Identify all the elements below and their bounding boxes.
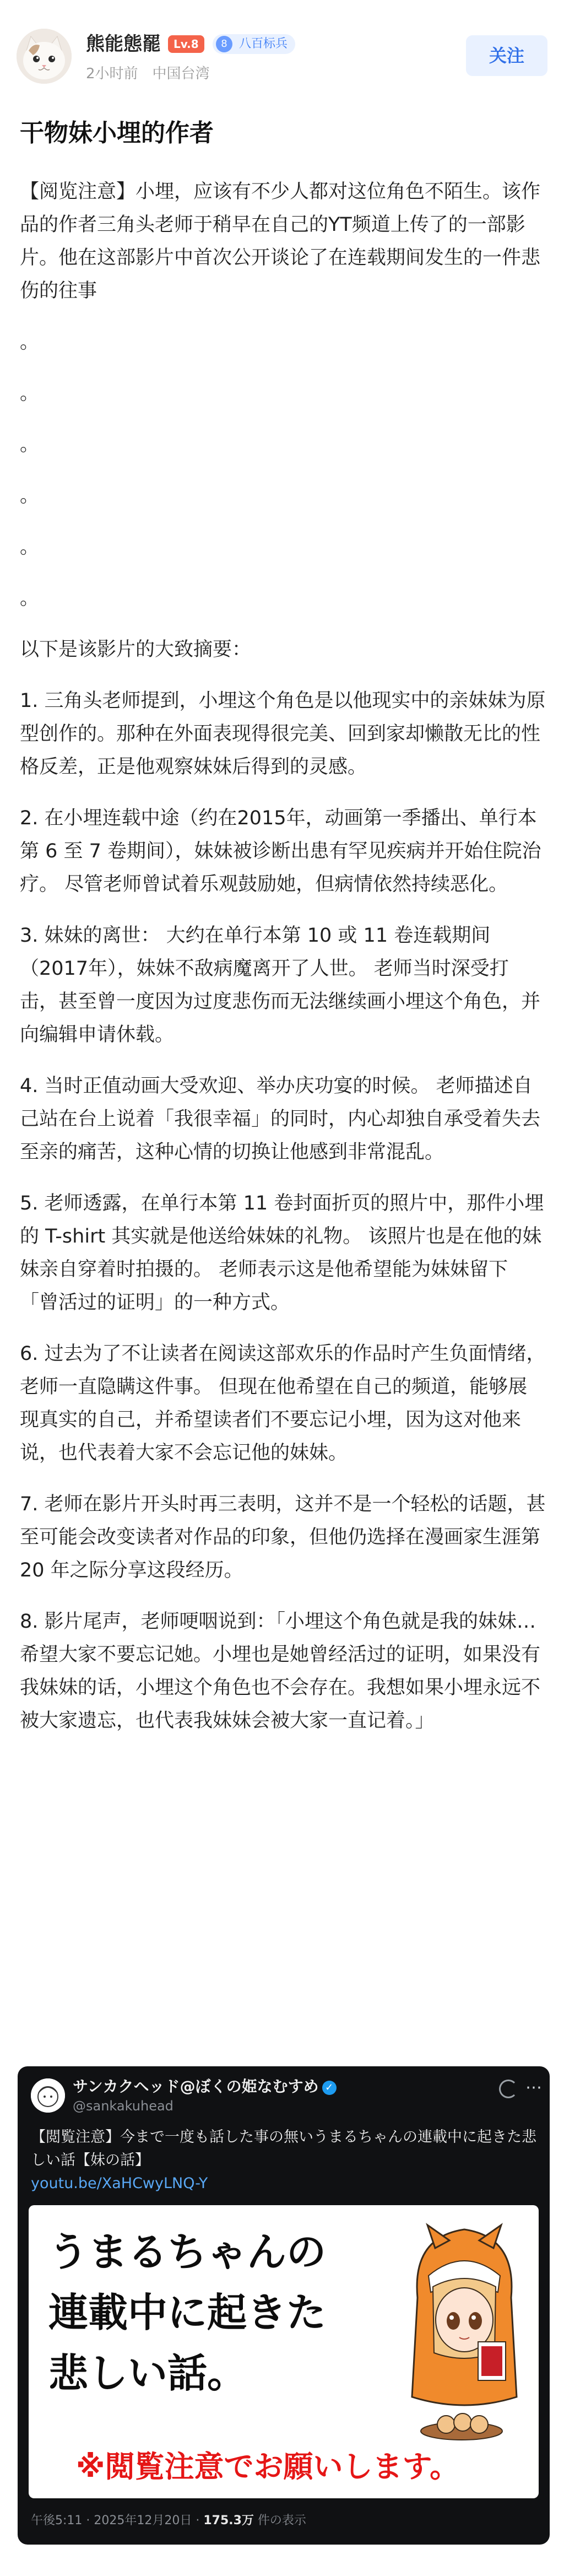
tweet-timestamp: 午後5:11 · 2025年12月20日 · [31,2514,204,2528]
paragraph-point-8: 8. 影片尾声，老师哽咽说到：「小埋这个角色就是我的妹妹…希望大家不要忘记她。小埋也是她曾经活过的证明，如果没有我妹妹的话，小埋这个角色也不会存在。我想如果小埋永远不被大家遗忘，也代表我妹妹会被大家一直记着。」 [20,1611,541,1732]
tweet-link[interactable]: youtu.be/XaHCwyLNQ-Y [31,2175,208,2192]
paragraph-summary-heading: 以下是该影片的大致摘要： [20,639,252,661]
paragraph-point-6: 6. 过去为了不让读者在阅读这部欢乐的作品时产生负面情绪，老师一直隐瞒这件事。 但现在他希望在自己的频道，能够展现真实的自己，并希望读者们不要忘记小埋，因为这对他来说，也代表着大家不会忘记他的妹妹。 [20,1343,546,1464]
refresh-icon[interactable] [499,2080,518,2098]
paragraph-dot: 。 [20,536,40,558]
thumbnail-line-3: 悲しい話。 [48,2350,247,2396]
post-body [20,175,546,1756]
umaru-character-icon [401,2215,528,2447]
level-badge: Lv.8 [168,35,204,53]
paragraph-point-1: 1. 三角头老师提到，小埋这个角色是以他现实中的亲妹妹为原型创作的。那种在外面表现得很完美、回到家却懒散无比的性格反差，正是他观察妹妹后得到的灵感。 [20,690,546,778]
paragraph-intro: 【阅览注意】小埋，应该有不少人都对这位角色不陌生。该作品的作者三角头老师于稍早在自己的YT频道上传了的一部影片。他在这部影片中首次公开谈论了在连载期间发生的一件悲伤的往事 [20,181,541,302]
paragraph-dot: 。 [20,587,40,609]
tweet-view-suffix: 件の表示 [253,2514,306,2528]
tweet-avatar[interactable] [31,2078,65,2113]
medal-badge[interactable] [213,34,295,54]
thumbnail-line-2: 連載中に起きた [48,2289,327,2336]
paragraph-point-3: 3. 妹妹的离世： 大约在单行本第 10 或 11 卷连载期间（2017年），妹妹不敌病魔离开了人世。 老师当时深受打击，甚至曾一度因为过度悲伤而无法继续画小埋这个角色，并向编辑申请休载。 [20,925,541,1046]
thumbnail-line-1: うまるちゃんの [48,2229,327,2275]
post-title: 干物妹小埋的作者 [20,119,214,147]
embedded-tweet-card[interactable] [18,2066,550,2545]
medal-icon: 8 [216,36,232,52]
post-location: 中国台湾 [152,66,210,82]
sketch-face-icon [31,2078,65,2113]
tweet-text: 【閲覧注意】今まで一度も話した事の無いうまるちゃんの連載中に起きた悲しい話【妹の話】 [31,2129,536,2169]
tweet-handle[interactable]: @sankakuhead [73,2098,173,2114]
tweet-author-label: サンカクヘッド@ぼくの姫なむすめ [73,2077,319,2096]
paragraph-dot: 。 [20,485,40,507]
author-avatar[interactable] [17,29,72,84]
verified-icon: ✓ [322,2081,337,2095]
paragraph-dot: 。 [20,382,40,404]
post-header [0,0,564,110]
cat-avatar-icon [17,29,72,84]
paragraph-dot: 。 [20,331,40,353]
author-name[interactable]: 熊能態罷 [86,33,161,55]
tweet-author-name[interactable] [73,2077,337,2096]
paragraph-point-4: 4. 当时正值动画大受欢迎、举办庆功宴的时候。 老师描述自己站在台上说着「我很幸福」的同时，内心却独自承受着失去至亲的痛苦，这种心情的切换让他感到非常混乱。 [20,1075,541,1163]
paragraph-point-5: 5. 老师透露，在单行本第 11 卷封面折页的照片中，那件小埋的 T-shirt 其实就是他送给妹妹的礼物。 该照片也是在他的妹妹亲自穿着时拍摄的。 老师表示这是他希望能为妹妹留下「曾活过的证明」的一种方式。 [20,1192,544,1314]
tweet-thumbnail[interactable] [29,2205,539,2498]
thumbnail-notice: ※閲覧注意でお願いします。 [76,2449,460,2484]
paragraph-point-2: 2. 在小埋连载中途（约在2015年，动画第一季播出、单行本第 6 至 7 卷期间），妹妹被诊断出患有罕见疾病并开始住院治疗。 尽管老师曾试着乐观鼓励她，但病情依然持续恶化。 [20,807,541,895]
more-options-icon[interactable]: ⋯ [525,2078,542,2097]
tweet-footer [31,2513,306,2529]
medal-label: 八百标兵 [239,37,288,51]
post-time: 2小时前 [86,66,138,82]
post-meta [86,65,210,83]
follow-button[interactable]: 关注 [466,35,547,76]
paragraph-dot: 。 [20,434,40,456]
tweet-view-count: 175.3万 [203,2514,254,2528]
paragraph-point-7: 7. 老师在影片开头时再三表明，这并不是一个轻松的话题，甚至可能会改变读者对作品的印象，但他仍选择在漫画家生涯第 20 年之际分享这段经历。 [20,1493,546,1581]
